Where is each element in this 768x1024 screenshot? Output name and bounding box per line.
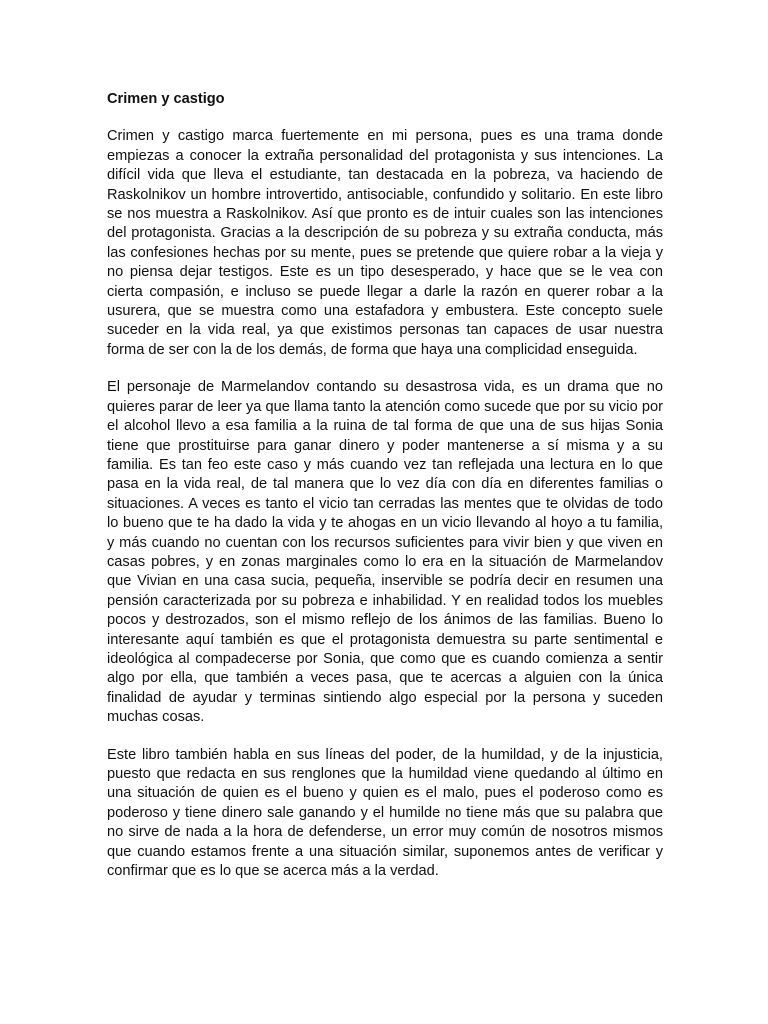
paragraph-2: El personaje de Marmelandov contando su desastrosa vida, es un drama que no quieres parar de leer ya que llama tanto la atención como sucede que por su vicio por el alcohol llevo a esa familia a la ruina de tal forma de que una de sus hijas Sonia tiene que prostituirse para ganar dinero y poder mantenerse a sí misma y a su familia. Es tan feo este caso y más cuando vez tan reflejada una lectura en lo que pasa en la vida real, de tal manera que lo vez día con día en diferentes familias o situaciones. A veces es tanto el vicio tan cerradas las mentes que te olvidas de todo lo bueno que te ha dado la vida y te ahogas en un vicio llevando al hoyo a tu familia, y más cuando no cuentan con los recursos suficientes para vivir bien y que viven en casas pobres, y en zonas marginales como lo era en la situación de Marmelandov que Vivian en una casa sucia, pequeña, inservible se podría decir en resumen una pensión caracterizada por su pobreza e inhabilidad. Y en realidad todos los muebles pocos y destrozados, son el mismo reflejo de los ánimos de las familias. Bueno lo interesante aquí también es que el protagonista demuestra su parte sentimental e ideológica al compadecerse por Sonia, que como que es cuando comienza a sentir algo por ella, que también a veces pasa, que te acercas a alguien con la única finalidad de ayudar y terminas sintiendo algo especial por la persona y suceden muchas cosas. <box>107 379 663 726</box>
paragraph-3: Este libro también habla en sus líneas del poder, de la humildad, y de la injusticia, puesto que redacta en sus renglones que la humildad viene quedando al último en una situación de quien es el bueno y quien es el malo, pues el poderoso como es poderoso y tiene dinero sale ganando y el humilde no tiene más que su palabra que no sirve de nada a la hora de defenderse, un error muy común de nosotros mismos que cuando estamos frente a una situación similar, suponemos antes de verificar y confirmar que es lo que se acerca más a la verdad. <box>107 746 663 880</box>
paragraph-1: Crimen y castigo marca fuertemente en mi persona, pues es una trama donde empiezas a conocer la extraña personalidad del protagonista y sus intenciones. La difícil vida que lleva el estudiante, tan destacada en la pobreza, va haciendo de Raskolnikov un hombre introvertido, antisociable, confundido y solitario. En este libro se nos muestra a Raskolnikov. Así que pronto es de intuir cuales son las intenciones del protagonista. Gracias a la descripción de su pobreza y su extraña conducta, más las confesiones hechas por su mente, pues se pretende que quiere robar a la vieja y no piensa dejar testigos. Este es un tipo desesperado, y hace que se le vea con cierta compasión, e incluso se puede llegar a darle la razón en querer robar a la usurera, que se muestra como una estafadora y embustera. Este concepto suele suceder en la vida real, ya que existimos personas tan capaces de usar nuestra forma de ser con la de los demás, de forma que haya una complicidad enseguida. <box>107 128 663 358</box>
document-page <box>107 90 663 899</box>
document-title: Crimen y castigo <box>107 91 225 107</box>
